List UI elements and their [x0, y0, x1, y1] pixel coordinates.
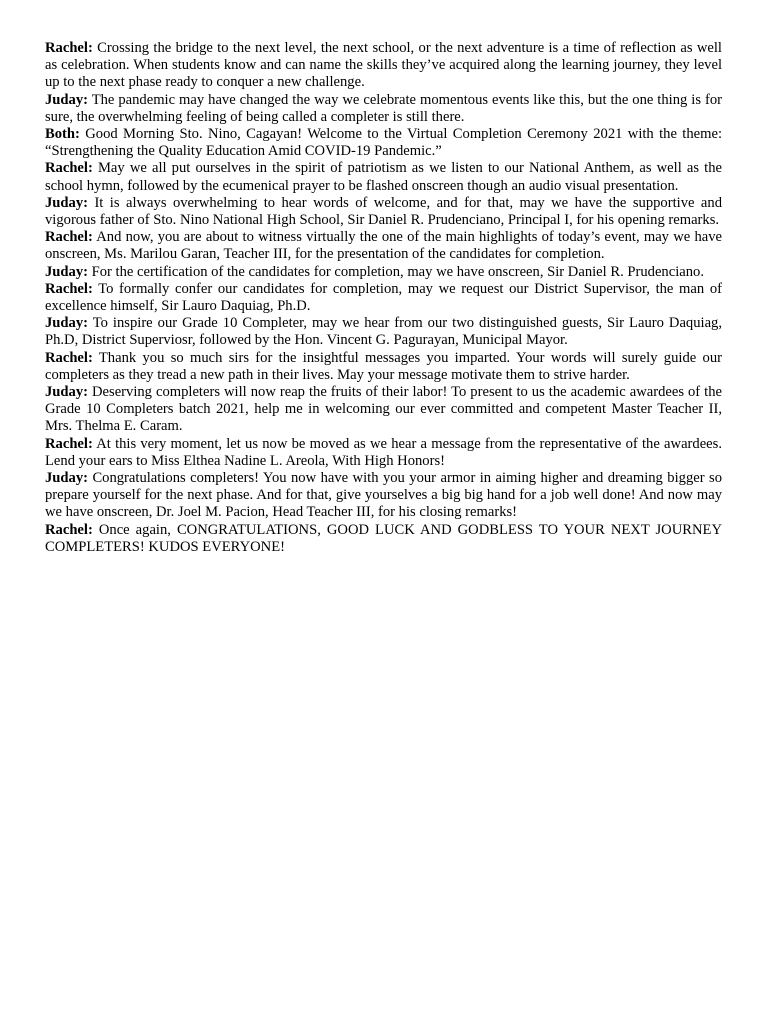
line-text: It is always overwhelming to hear words of welcome, and for that, may we have the supportive and vigorous father of Sto. Nino National High School, Sir Daniel R. Prudenciano, Principal I, for his opening remarks. [45, 194, 722, 229]
speaker-name: Rachel: [45, 40, 93, 56]
line-text: Once again, CONGRATULATIONS, GOOD LUCK AND GODBLESS TO YOUR NEXT JOURNEY COMPLETERS! KUDOS EVERYONE! [45, 521, 722, 555]
speaker-name: Rachel: [45, 229, 93, 246]
line-text: Good Morning Sto. Nino, Cagayan! Welcome to the Virtual Completion Ceremony 2021 with the theme: “Strengthening the Quality Education Amid COVID-19 Pandemic.” [45, 126, 722, 160]
script-line [45, 160, 722, 194]
line-text: To inspire our Grade 10 Completer, may we hear from our two distinguished guests, Sir Lauro Daquiag, Ph.D, District Superviosr, followed by the Hon. Vincent G. Pagurayan, Municipal Mayor. [45, 315, 722, 349]
speaker-name: Juday: [45, 470, 88, 487]
speaker-name: Rachel: [45, 280, 93, 297]
line-text: To formally confer our candidates for completion, may we request our District Supervisor, the man of excellence himself, Sir Lauro Daquiag, Ph.D. [45, 280, 722, 315]
script-line [45, 315, 722, 349]
script-line [45, 195, 722, 229]
line-text: And now, you are about to witness virtually the one of the main highlights of today’s event, may we have onscreen, Ms. Marilou Garan, Teacher III, for the presentation of the candidates for completion. [45, 229, 723, 263]
line-text: May we all put ourselves in the spirit of patriotism as we listen to our National Anthem, as well as the school hymn, followed by the ecumenical prayer to be flashed onscreen though an audio visual presentation. [45, 160, 722, 194]
script-line [45, 40, 722, 92]
speaker-name: Juday: [45, 91, 88, 108]
line-text: Congratulations completers! You now have with you your armor in aiming higher and dreaming bigger so prepare yourself for the next phase. And for that, give yourselves a big big hand for a job well done! And now may we have onscreen, Dr. Joel M. Pacion, Head Teacher III, for his closing remarks! [45, 470, 722, 521]
script-line [45, 229, 722, 263]
script-line [45, 384, 722, 436]
speaker-name: Rachel: [45, 349, 93, 366]
speaker-name: Juday: [45, 384, 88, 401]
line-text: At this very moment, let us now be moved as we hear a message from the representative of the awardees. Lend your ears to Miss Elthea Nadine L. Areola, With High Honors! [45, 435, 722, 469]
script-line [45, 281, 722, 315]
line-text: Crossing the bridge to the next level, the next school, or the next adventure is a time of reflection as well as celebration. When students know and can name the skills they’ve acquired along the learning journey, they level up to the next phase ready to conquer a new challenge. [45, 40, 722, 91]
script-line [45, 470, 722, 522]
script-line [45, 126, 722, 160]
speaker-name: Juday: [45, 194, 88, 211]
speaker-name: Both: [45, 126, 80, 143]
speaker-name: Rachel: [45, 160, 93, 177]
line-text: Deserving completers will now reap the fruits of their labor! To present to us the academic awardees of the Grade 10 Completers batch 2021, help me in welcoming our ever committed and competent Master Teacher II, Mrs. Thelma E. Caram. [45, 384, 722, 435]
speaker-name: Rachel: [45, 435, 93, 452]
line-text: The pandemic may have changed the way we celebrate momentous events like this, but the one thing is for sure, the overwhelming feeling of being called a completer is still there. [45, 91, 723, 125]
speaker-name: Rachel: [45, 521, 93, 538]
script-line [45, 92, 722, 126]
script-line [45, 350, 722, 384]
script-line [45, 522, 722, 556]
speaker-name: Juday: [45, 315, 88, 332]
line-text: For the certification of the candidates for completion, may we have onscreen, Sir Daniel R. Prudenciano. [91, 263, 704, 280]
line-text: Thank you so much sirs for the insightful messages you imparted. Your words will surely guide our completers as they tread a new path in their lives. May your message motivate them to strive harder. [45, 349, 722, 383]
script-line [45, 436, 722, 470]
script-line [45, 264, 722, 281]
document-page [45, 40, 722, 556]
speaker-name: Juday: [45, 263, 88, 280]
